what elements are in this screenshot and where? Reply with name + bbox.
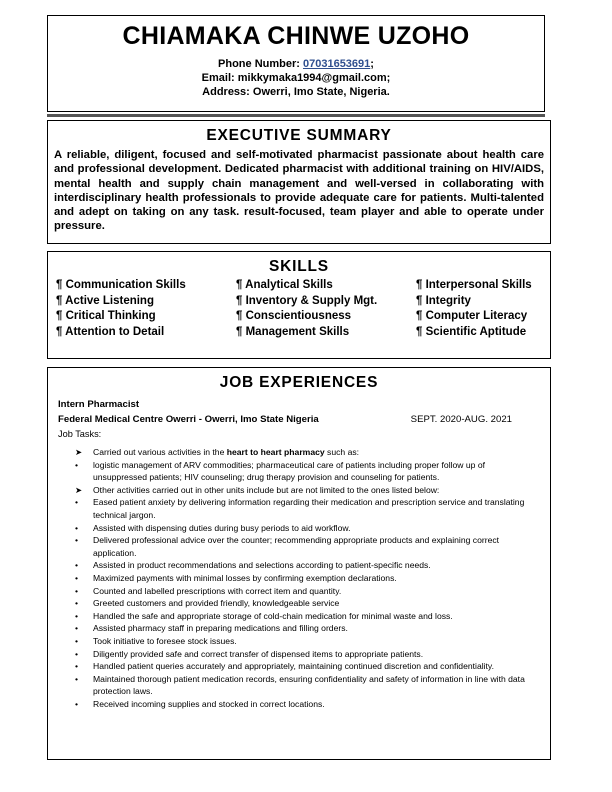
task-item	[75, 484, 540, 497]
task-item	[75, 610, 540, 623]
bullet-icon: •	[75, 610, 79, 621]
bullet-icon: •	[75, 572, 79, 583]
divider	[47, 114, 545, 117]
phone-link[interactable]: 07031653691	[302, 58, 371, 70]
task-item	[75, 597, 540, 610]
bullet-icon: •	[75, 598, 79, 609]
phone-line	[48, 57, 544, 71]
task-text	[93, 534, 540, 559]
task-item	[75, 648, 540, 661]
skill-item: ¶ Interpersonal Skills	[416, 279, 532, 291]
bullet-icon: •	[75, 661, 79, 672]
task-text-pre: Assisted in product recommendations and selections according to patient-specific needs.	[93, 560, 431, 571]
job-title: JOB EXPERIENCES	[219, 374, 379, 391]
task-text-bold: heart to heart pharmacy	[226, 447, 325, 457]
summary-section	[47, 120, 551, 244]
summary-text: A reliable, diligent, focused and self-motivated pharmacist passionate about health care and professional development. Dedicated pharmacist with additional training on HIV/AIDS, mental health and supply chain management and well-versed in collaborating with interdisciplinary health professionals to provide adequate care for patients. Multi-talented and adept on taking on any task. result-focused, team player and able to operate under pressure.	[54, 149, 544, 233]
bullet-icon: •	[75, 635, 79, 646]
task-text-pre: Maximized payments with minimal losses by confirming exemption declarations.	[93, 572, 397, 583]
task-list	[58, 446, 540, 710]
arrow-bullet-icon: ➤	[75, 484, 83, 495]
task-item	[75, 673, 540, 698]
address-line: Address: Owerri, Imo State, Nigeria.	[202, 86, 390, 98]
task-text-post: such as:	[324, 447, 360, 457]
bullet-icon: •	[75, 497, 79, 508]
skill-item: ¶ Analytical Skills	[236, 279, 333, 291]
bullet-icon: •	[75, 673, 79, 684]
task-text-pre: Handled the safe and appropriate storage of cold-chain medication for minimal waste and loss.	[93, 610, 453, 621]
task-text-pre: Assisted with dispensing duties during busy periods to aid workflow.	[93, 522, 351, 533]
skill-item: ¶ Management Skills	[236, 325, 350, 338]
skill-item: ¶ Active Listening	[56, 294, 154, 307]
task-item	[75, 572, 540, 585]
job-employer: Federal Medical Centre Owerri - Owerri, Imo State Nigeria	[58, 414, 319, 425]
task-text	[93, 648, 423, 661]
task-text-pre: Diligently provided safe and correct transfer of dispensed items to appropriate patients.	[93, 648, 424, 659]
bullet-icon: •	[75, 535, 79, 546]
task-item	[75, 635, 540, 648]
task-text-pre: Took initiative to foresee stock issues.	[93, 635, 237, 646]
email-line: Email: mikkymaka1994@gmail.com;	[201, 72, 391, 84]
skill-item: ¶ Critical Thinking	[56, 310, 156, 322]
task-item	[75, 698, 540, 711]
arrow-bullet-icon: ➤	[75, 447, 83, 457]
task-item	[75, 459, 540, 484]
task-text	[93, 496, 540, 521]
phone-suffix: ;	[370, 58, 374, 70]
task-text	[93, 635, 237, 648]
task-text-pre: Counted and labelled prescriptions with correct item and quantity.	[93, 585, 342, 596]
skills-title: SKILLS	[269, 258, 329, 275]
bullet-icon: •	[75, 560, 79, 571]
skills-section	[47, 251, 551, 359]
task-text-pre: Other activities carried out in other units include but are not limited to the ones listed below:	[93, 484, 440, 495]
skills-grid	[56, 279, 542, 338]
job-employer-row	[58, 412, 540, 427]
task-text	[93, 610, 453, 623]
task-item	[75, 446, 540, 459]
phone-label: Phone Number:	[218, 58, 303, 70]
job-role: Intern Pharmacist	[58, 399, 140, 410]
task-item	[75, 622, 540, 635]
skill-item: ¶ Inventory & Supply Mgt.	[236, 294, 378, 307]
task-item	[75, 522, 540, 535]
task-text-pre: Maintained thorough patient medication records, ensuring confidentiality and safety of information in line with data protection laws.	[93, 673, 525, 697]
task-text	[93, 673, 540, 698]
task-item	[75, 559, 540, 572]
task-text	[93, 698, 325, 711]
bullet-icon: •	[75, 648, 79, 659]
bullet-icon: •	[75, 623, 79, 634]
header-section	[47, 15, 545, 112]
summary-title: EXECUTIVE SUMMARY	[206, 127, 392, 144]
task-text	[93, 484, 439, 497]
task-text-pre: Received incoming supplies and stocked in correct locations.	[93, 698, 325, 709]
task-text	[93, 660, 494, 673]
task-text-pre: Handled patient queries accurately and appropriately, maintaining continued discretion and confidentiality.	[93, 661, 494, 672]
task-text	[93, 622, 348, 635]
task-item	[75, 585, 540, 598]
task-text-pre: Carried out various activities in the	[93, 447, 227, 457]
skill-item: ¶ Communication Skills	[56, 279, 186, 291]
task-text	[93, 597, 339, 610]
task-text-pre: logistic management of ARV commodities; pharmaceutical care of patients including proper follow up of unsuppressed patients; HIV counseling; drug therapy provision and counseling for patients.	[93, 459, 486, 483]
skill-item: ¶ Conscientiousness	[236, 310, 352, 322]
job-tasks-label: Job Tasks:	[58, 429, 102, 439]
task-text	[93, 572, 397, 585]
task-text	[93, 585, 341, 598]
bullet-icon: •	[75, 585, 79, 596]
skill-item: ¶ Scientific Aptitude	[416, 325, 527, 338]
task-item	[75, 660, 540, 673]
task-text-pre: Eased patient anxiety by delivering information regarding their medication and prescription service and translating technical jargon.	[93, 497, 525, 520]
candidate-name: CHIAMAKA CHINWE UZOHO	[122, 22, 470, 50]
skill-item: ¶ Integrity	[416, 294, 471, 307]
task-text	[93, 446, 359, 459]
bullet-icon: •	[75, 522, 79, 533]
task-text-pre: Assisted pharmacy staff in preparing medications and filling orders.	[93, 623, 348, 634]
task-text	[93, 522, 350, 535]
task-text-pre: Greeted customers and provided friendly, knowledgeable service	[93, 598, 340, 609]
task-text	[93, 559, 431, 572]
job-dates: SEPT. 2020-AUG. 2021	[410, 414, 512, 425]
bullet-icon: •	[75, 459, 79, 470]
task-text	[93, 459, 540, 484]
task-text-pre: Delivered professional advice over the counter; recommending appropriate products and explaining correct application.	[93, 535, 500, 558]
skill-item: ¶ Computer Literacy	[416, 310, 528, 322]
task-item	[75, 534, 540, 559]
skill-item: ¶ Attention to Detail	[56, 325, 165, 338]
job-section	[47, 367, 551, 760]
bullet-icon: •	[75, 698, 79, 709]
task-item	[75, 496, 540, 521]
